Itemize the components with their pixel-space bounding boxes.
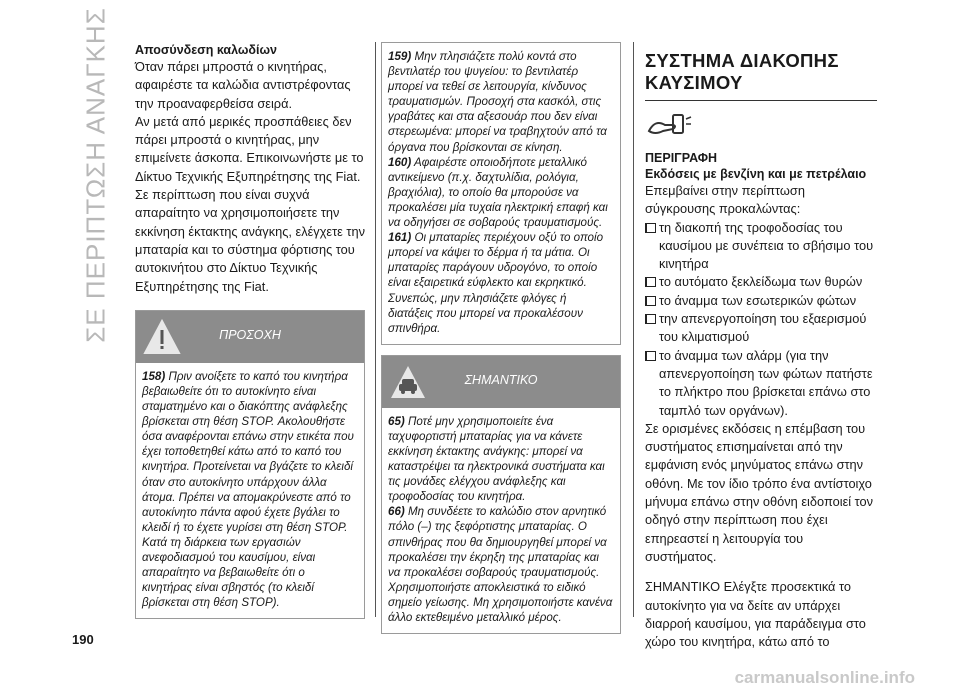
notes-box-body [382, 43, 620, 344]
note-number: 159) [388, 50, 412, 63]
hand-phone-icon [645, 111, 693, 139]
note-item [388, 49, 614, 155]
important-box-body [382, 408, 620, 633]
warning-box-title: ΠΡΟΣΟΧΗ [219, 327, 281, 342]
note-number: 158) [142, 369, 166, 383]
column-3 [645, 50, 877, 651]
paragraph: ΣΗΜΑΝΤΙΚΟ Ελέγξτε προσεκτικά το αυτοκίνητο για να δείτε αν υπάρχει διαρροή καυσίμου, για παράδειγμα στο χώρο του κινητήρα, κάτω από το [645, 579, 866, 650]
bullet-item: τη διακοπή της τροφοδοσίας του καυσίμου με συνέπεια το σβήσιμο του κινητήρα [645, 219, 877, 274]
important-box-header [382, 356, 620, 408]
note-item [388, 504, 614, 625]
column-1 [135, 42, 365, 619]
note-item [142, 369, 358, 611]
note-number: 66) [388, 505, 405, 519]
subheading-versions: Εκδόσεις με βενζίνη και με πετρέλαιο [645, 167, 867, 181]
note-number: 161) [388, 231, 412, 245]
notes-box [381, 42, 621, 345]
paragraph: Όταν πάρει μπροστά ο κινητήρας, αφαιρέστε τα καλώδια αντιστρέφοντας την προαναφερθείσα σειρά. [135, 59, 351, 111]
note-item [388, 155, 614, 230]
subheading-description: ΠΕΡΙΓΡΑΦΗ [645, 151, 718, 165]
note-item [388, 414, 614, 505]
note-number: 65) [388, 414, 405, 428]
intro-paragraph: Επεμβαίνει στην περίπτωση σύγκρουσης προκαλώντας: [645, 183, 805, 217]
bullet-item: το αυτόματο ξεκλείδωμα των θυρών [645, 273, 877, 291]
column-divider-left [375, 42, 376, 617]
warning-box [135, 310, 365, 620]
important-box [381, 355, 621, 634]
section-title: ΣΥΣΤΗΜΑ ΔΙΑΚΟΠΗΣ ΚΑΥΣΙΜΟΥ [645, 50, 839, 93]
note-item [388, 230, 614, 336]
note-text: Αφαιρέστε οποιοδήποτε μεταλλικό αντικείμενο (π.χ. δαχτυλίδια, ρολόγια, βραχιόλια), το οποίο θα μπορούσε να προκαλέσει μία τυχαία ηλεκτρική επαφή και να οδηγήσει σε σοβαρούς τραυματισμούς. [388, 155, 608, 230]
paragraph: Αν μετά από μερικές προσπάθειες δεν πάρει μπροστά ο κινητήρας, μην επιμείνετε άσκοπα. Επικοινωνήστε με το Δίκτυο Τεχνικής Εξυπηρέτησης της Fiat. [135, 113, 364, 184]
paragraph: Σε ορισμένες εκδόσεις η επέμβαση του συστήματος επισημαίνεται από την εμφάνιση ενός μηνύματος επάνω στην οθόνη. Με τον ίδιο τρόπο ένα αντίστοιχο μήνυμα επάνω στην οθόνη ειδοποιεί τον οδηγό στην περίπτωση που έχει επηρεαστεί η λειτουργία του συστήματος. [645, 420, 874, 564]
paragraph: Σε περίπτωση που είναι συχνά απαραίτητο να χρησιμοποιήσετε την εκκίνηση έκτακτης ανάγκης, ελέγχετε την μπαταρία και το σύστημα φόρτισης του αυτοκινήτου στο Δίκτυο Τεχνικής Εξυπηρέτησης της Fiat. [135, 187, 366, 294]
footer-watermark: carmanualsonline.info [734, 668, 915, 687]
note-text: Οι μπαταρίες περιέχουν οξύ το οποίο μπορεί να κάψει το δέρμα ή τα μάτια. Οι μπαταρίες παράγουν υδρογόνο, το οποίο είναι εξαιρετικά εύφλεκτο και εκρηκτικό. Συνεπώς, μην πλησιάζετε φλόγες ή διατάξεις που μπορεί να προκαλέσουν σπινθήρα. [388, 231, 604, 335]
warning-box-body [136, 363, 364, 619]
important-box-title: ΣΗΜΑΝΤΙΚΟ [464, 372, 538, 387]
bullet-item: την απενεργοποίηση του εξαερισμού του κλιματισμού [645, 310, 877, 347]
warning-box-header [136, 311, 364, 363]
bullet-item: το άναμμα των εσωτερικών φώτων [645, 292, 877, 310]
note-text: Μη συνδέετε το καλώδιο στον αρνητικό πόλο (–) της ξεφόρτιστης μπαταρίας. Ο σπινθήρας που θα δημιουργηθεί μπορεί να προκαλέσει την έκρηξη της μπαταρίας και να προκαλέσει σοβαρούς τραυματισμούς. Χρησιμοποιήστε αποκλειστικά το ειδικό σημείο γείωσης. Μη χρησιμοποιήστε κανένα άλλο εκτεθειμένο μεταλλικό μέρος. [388, 505, 613, 624]
column-2 [381, 42, 621, 634]
section-heading: Αποσύνδεση καλωδίων [135, 43, 277, 57]
chapter-title: ΣΕ ΠΕΡΙΠΤΩΣΗ ΑΝΑΓΚΗΣ [80, 7, 111, 343]
note-number: 160) [388, 155, 412, 169]
note-text: Ποτέ μην χρησιμοποιείτε ένα ταχυφορτιστή μπαταρίας για να κάνετε εκκίνηση έκτακτης ανάγκης: μπορεί να καταστρέψει τα ηλεκτρονικά συστήματα και τις μονάδες ελέγχου ανάφλεξης και τροφοδοσίας του κινητήρα. [388, 414, 605, 504]
chapter-side-tab [76, 7, 116, 343]
page-number: 190 [72, 632, 94, 647]
column-divider-right [633, 42, 634, 617]
title-rule [645, 100, 877, 101]
note-text: Πριν ανοίξετε το καπό του κινητήρα βεβαιωθείτε ότι το αυτοκίνητο είναι σταματημένο και ο διακόπτης ανάφλεξης βρίσκεται στη θέση STOP. Ακολουθήστε όσα αναφέρονται επάνω στην ετικέτα που έχει τοποθετηθεί κάτω από το καπό του κινητήρα. Προτείνεται να βγάζετε το κλειδί όταν στο αυτοκίνητο υπάρχουν άλλα άτομα. Πρέπει να απομακρύνεστε από το αυτοκίνητο πάντα αφού έχετε βγάλει το κλειδί ή το έχετε γυρίσει στη θέση STOP. Κατά τη διάρκεια των εργασιών ανεφοδιασμού του καυσίμου, είναι απαραίτητο να βεβαιωθείτε ότι ο κινητήρας είναι σβηστός (το κλειδί βρίσκεται στη θέση STOP). [142, 369, 354, 610]
note-text: Μην πλησιάζετε πολύ κοντά στο βεντιλατέρ του ψυγείου: το βεντιλατέρ μπορεί να τεθεί σε λειτουργία, κίνδυνος τραυματισμών. Προσοχή στα κασκόλ, στις γραβάτες και στα αξεσουάρ που δεν είναι στερεωμένα: μπορεί να τραβηχτούν από τα όργανα που βρίσκονται σε κίνηση. [388, 50, 607, 154]
bullet-item: το άναμμα των αλάρμ (για την απενεργοποίηση των φώτων πατήστε το πλήκτρο που βρίσκεται επάνω στο ταμπλό των οργάνων). [645, 347, 877, 420]
